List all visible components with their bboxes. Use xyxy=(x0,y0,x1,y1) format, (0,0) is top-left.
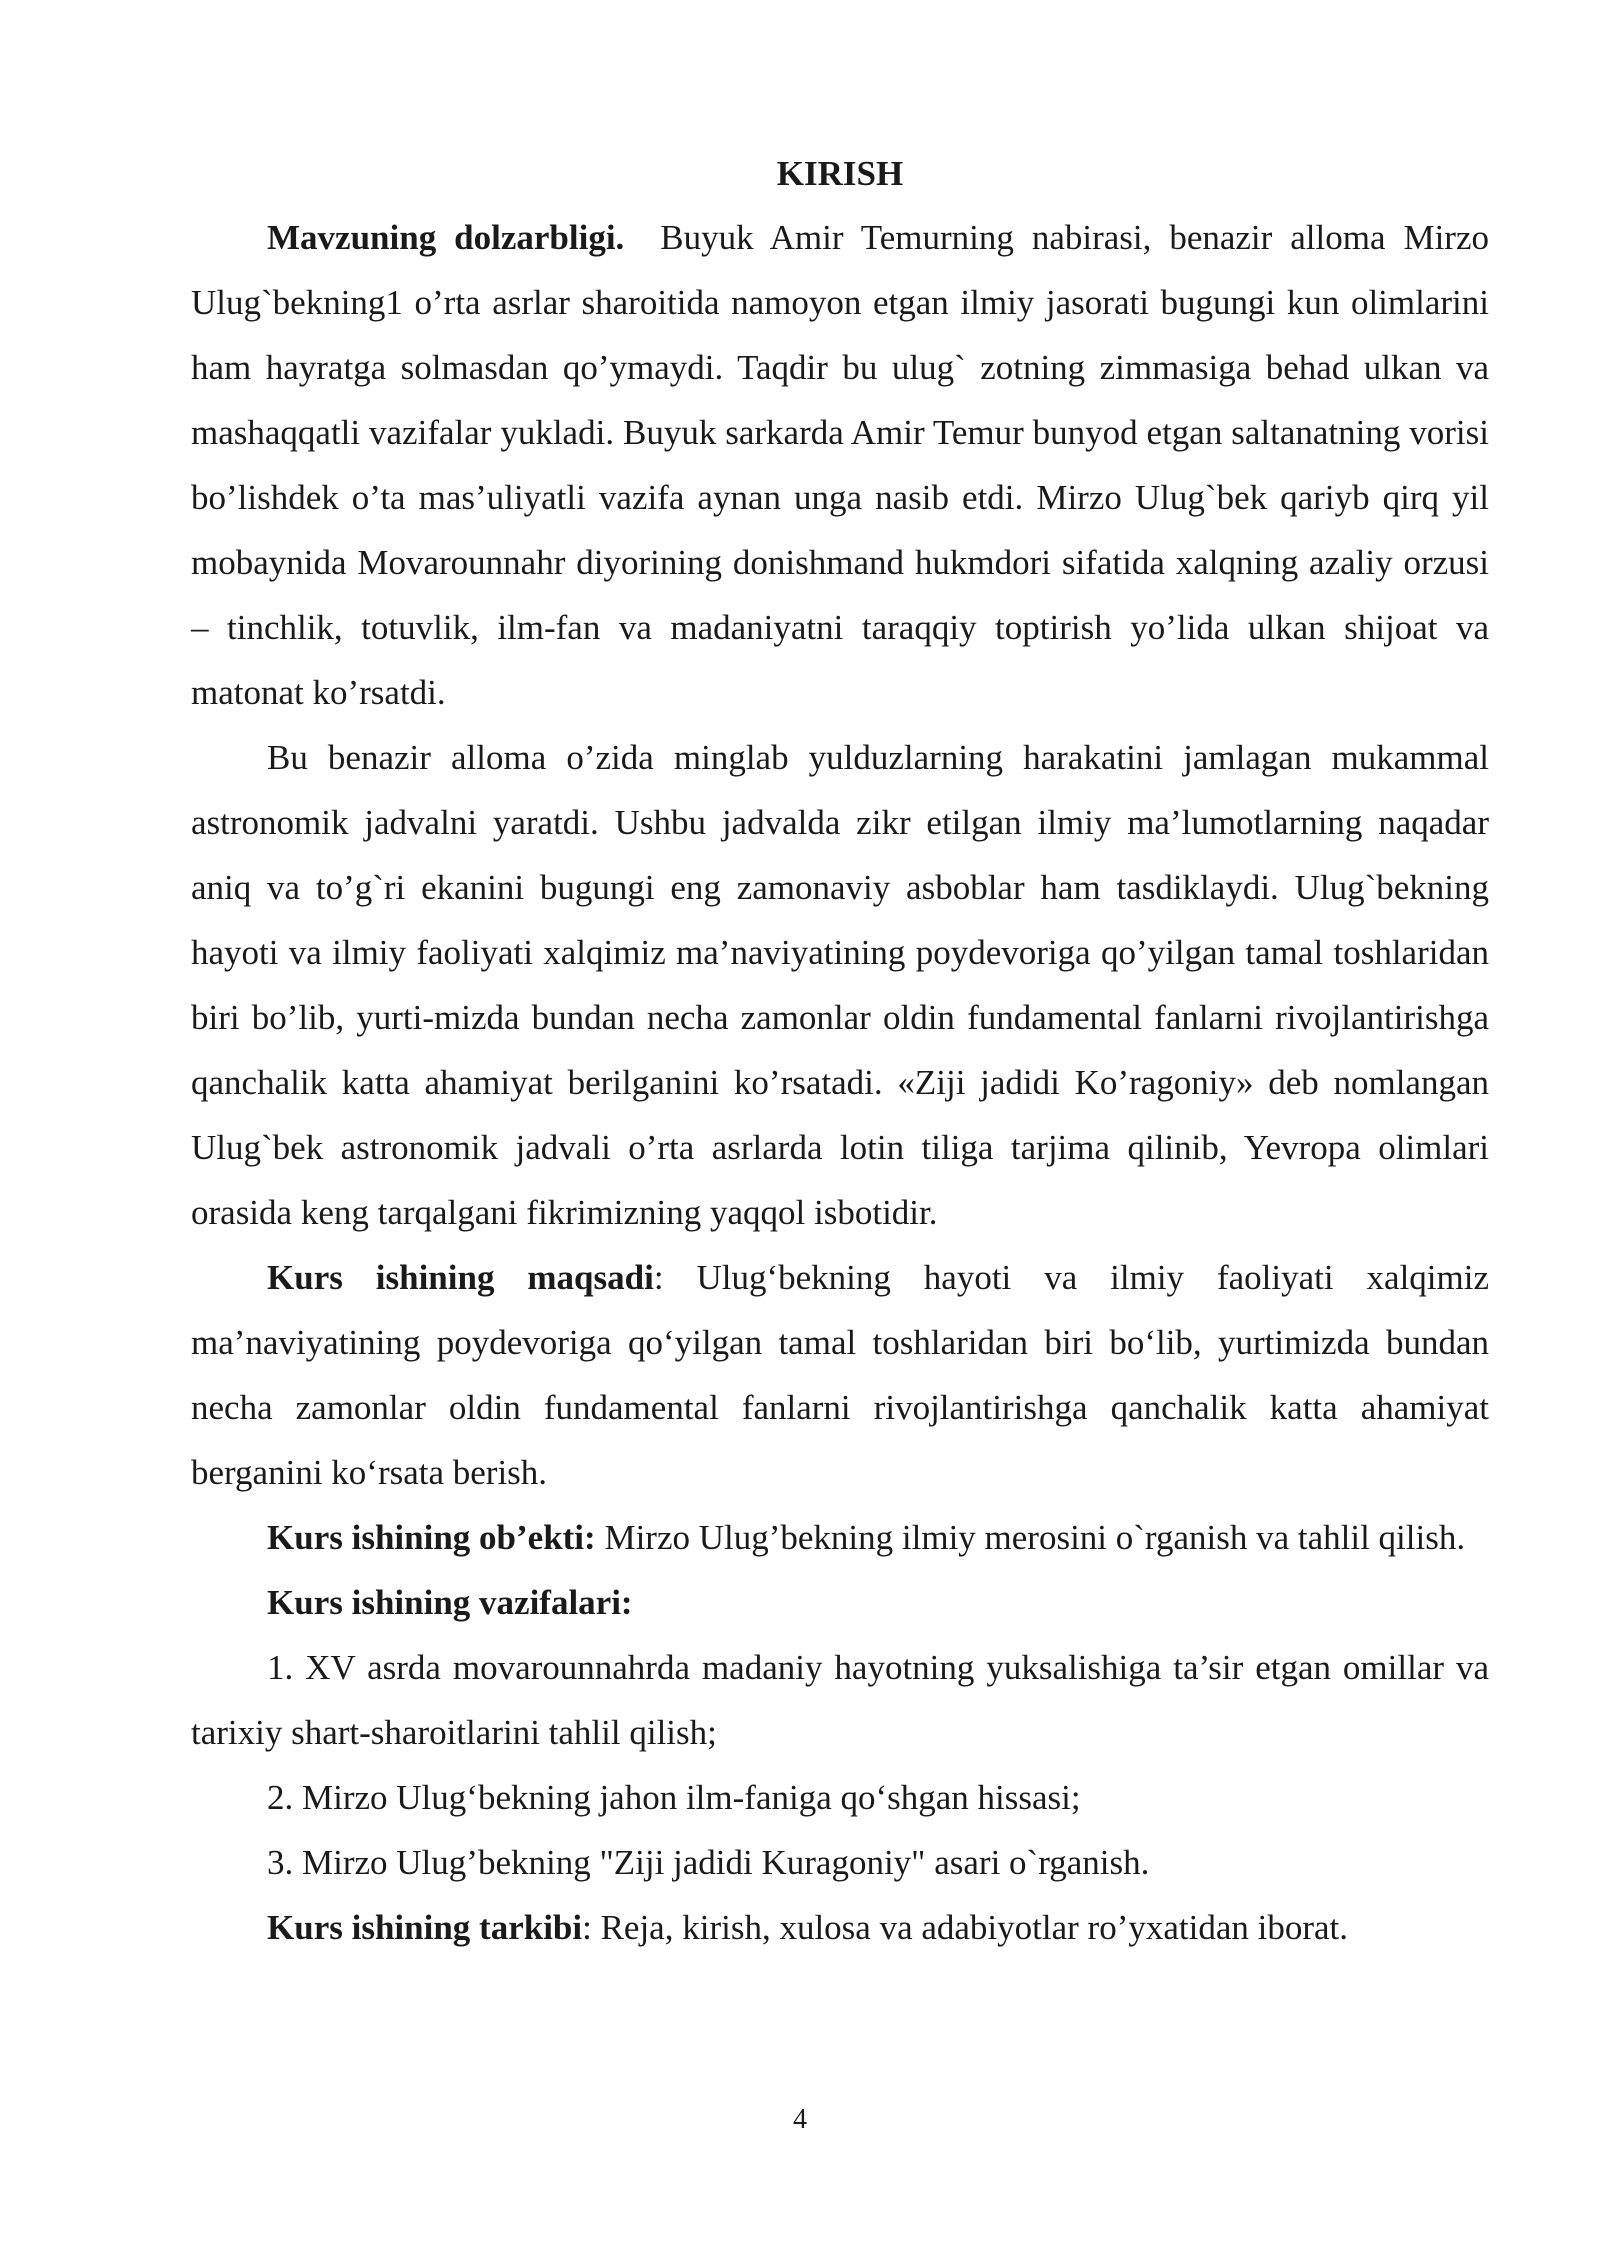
task-text: Mirzo Ulug’bekning "Ziji jadidi Kuragoniy" asari o`rganish. xyxy=(302,1843,1150,1882)
task-text: Mirzo Ulug‘bekning jahon ilm-faniga qo‘shgan hissasi; xyxy=(302,1778,1081,1817)
task-number: 1. xyxy=(267,1648,294,1687)
paragraph-goal xyxy=(191,1245,1489,1505)
paragraph-relevance xyxy=(191,205,1489,725)
task-item-1 xyxy=(191,1635,1489,1765)
paragraph-text: : Reja, kirish, xulosa va adabiyotlar ro’yxatidan iborat. xyxy=(582,1908,1349,1947)
paragraph-structure xyxy=(191,1895,1489,1960)
paragraph-label: Kurs ishining ob’ekti: xyxy=(267,1518,596,1557)
task-item-3 xyxy=(191,1830,1489,1895)
page-number: 4 xyxy=(793,2104,807,2135)
task-text: XV asrda movarounnahrda madaniy hayotning yuksalishiga ta’sir etgan omillar va tarixiy shart-sharoitlarini tahlil qilish; xyxy=(191,1648,1489,1752)
paragraph-text: Mirzo Ulug’bekning ilmiy merosini o`rganish va tahlil qilish. xyxy=(604,1518,1466,1557)
paragraph-label: Kurs ishining tarkibi xyxy=(267,1908,583,1947)
paragraph-text: Bu benazir alloma o’zida minglab yulduzlarning harakatini jamlagan mukammal astronomik jadvalni yaratdi. Ushbu jadvalda zikr etilgan ilmiy ma’lumotlarning naqadar aniq va to’g`ri ekanini bugungi eng zamonaviy asboblar ham tasdiklaydi. Ulug`bekning hayoti va ilmiy faoliyati xalqimiz ma’naviyatining poydevoriga qo’yilgan tamal toshlaridan biri bo’lib, yurti-mizda bundan necha zamonlar oldin fundamental fanlarni rivojlantirishga qanchalik katta ahamiyat berilganini ko’rsatadi. «Ziji jadidi Ko’ragoniy» deb nomlangan Ulug`bek astronomik jadvali o’rta asrlarda lotin tiliga tarjima qilinib, Yevropa olimlari orasida keng tarqalgani fikrimizning yaqqol isbotidir. xyxy=(191,738,1489,1232)
page-content xyxy=(191,143,1489,1960)
paragraph-text: : Ulug‘bekning hayoti va ilmiy faoliyati xalqimiz ma’naviyatining poydevoriga qo‘yilgan tamal toshlaridan biri bo‘lib, yurtimizda bundan necha zamonlar oldin fundamental fanlarni rivojlantirishga qanchalik katta ahamiyat berganini ko‘rsata berish. xyxy=(191,1258,1489,1492)
task-number: 3. xyxy=(267,1843,294,1882)
paragraph-text: Buyuk Amir Temurning nabirasi, benazir alloma Mirzo Ulug`bekning1 o’rta asrlar sharoitida namoyon etgan ilmiy jasorati bugungi kun olimlarini ham hayratga solmasdan qo’ymaydi. Taqdir bu ulug` zotning zimmasiga behad ulkan va mashaqqatli vazifalar yukladi. Buyuk sarkarda Amir Temur bunyod etgan saltanatning vorisi bo’lishdek o’ta mas’uliyatli vazifa aynan unga nasib etdi. Mirzo Ulug`bek qariyb qirq yil mobaynida Movarounnahr diyorining donishmand hukmdori sifatida xalqning azaliy orzusi – tinchlik, totuvlik, ilm-fan va madaniyatni taraqqiy toptirish yo’lida ulkan shijoat va matonat ko’rsatdi. xyxy=(191,218,1489,712)
task-item-2 xyxy=(191,1765,1489,1830)
paragraph-tasks-heading xyxy=(191,1570,1489,1635)
task-number: 2. xyxy=(267,1778,294,1817)
paragraph-astronomy xyxy=(191,725,1489,1245)
paragraph-label: Kurs ishining vazifalari: xyxy=(267,1583,633,1622)
section-heading: KIRISH xyxy=(776,154,904,193)
paragraph-label: Kurs ishining maqsadi xyxy=(267,1258,654,1297)
paragraph-object xyxy=(191,1505,1489,1570)
paragraph-label: Mavzuning dolzarbligi. xyxy=(267,218,625,257)
